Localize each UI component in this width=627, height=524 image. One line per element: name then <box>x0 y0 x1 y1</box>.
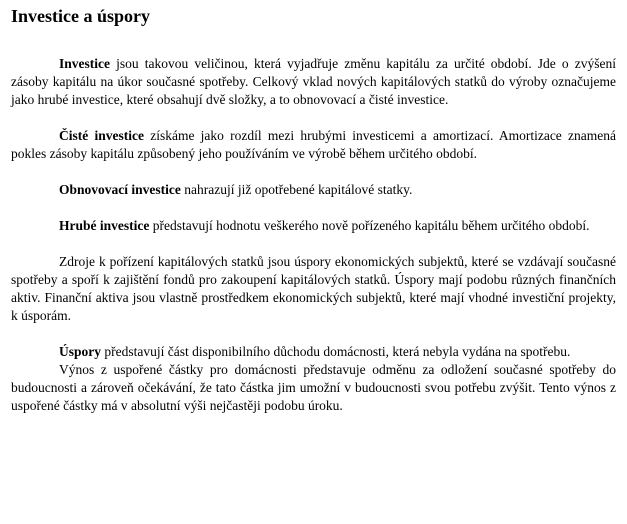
term-obnovovaci-investice: Obnovovací investice <box>59 182 181 197</box>
paragraph-hrube-investice <box>11 217 616 235</box>
paragraph-vynos <box>11 361 616 415</box>
paragraph-investice <box>11 55 616 109</box>
page-title: Investice a úspory <box>11 6 150 26</box>
term-ciste-investice: Čisté investice <box>59 128 144 143</box>
paragraph-uspory-text: představují část disponibilního důchodu domácnosti, která nebyla vydána na spotřebu. <box>101 344 571 359</box>
document-body <box>11 55 616 415</box>
paragraph-zdroje-text: Zdroje k pořízení kapitálových statků jsou úspory ekonomických subjektů, které se vzdávají současné spotřeby a spoří k zajištění fondů pro zakoupení kapitálových statků. Úspory mají podobu různých finančních aktiv. Finanční aktiva jsou vlastně prostředkem ekonomických subjektů, které mají vhodné investiční projekty, k úsporám. <box>11 254 616 323</box>
paragraph-uspory <box>11 343 616 361</box>
paragraph-investice-text: jsou takovou veličinou, která vyjadřuje změnu kapitálu za určité období. Jde o zvýšení zásoby kapitálu na úkor současné spotřeby. Celkový vklad nových kapitálových statků do výroby označujeme jako hrubé investice, které obsahují dvě složky, a to obnovovací a čisté investice. <box>11 56 616 107</box>
paragraph-obnovovaci-investice <box>11 181 616 199</box>
paragraph-vynos-text: Výnos z uspořené částky pro domácnosti představuje odměnu za odložení současné spotřeby do budoucnosti a zároveň očekávání, že tato částka jim umožní v budoucnosti svou potřebu zvýšit. Tento výnos z uspořené částky má v absolutní výši nejčastěji podobu úroku. <box>11 362 616 413</box>
term-uspory: Úspory <box>59 344 102 359</box>
paragraph-zdroje <box>11 253 616 325</box>
term-hrube-investice: Hrubé investice <box>59 218 150 233</box>
paragraph-obnovovaci-investice-text: nahrazují již opotřebené kapitálové statky. <box>180 182 413 197</box>
paragraph-ciste-investice <box>11 127 616 163</box>
paragraph-hrube-investice-text: představují hodnotu veškerého nově pořízeného kapitálu během určitého období. <box>149 218 590 233</box>
paragraph-ciste-investice-text: získáme jako rozdíl mezi hrubými investicemi a amortizací. Amortizace znamená pokles zásoby kapitálu způsobený jeho používáním ve výrobě během určitého období. <box>11 128 616 161</box>
term-investice: Investice <box>59 56 110 71</box>
